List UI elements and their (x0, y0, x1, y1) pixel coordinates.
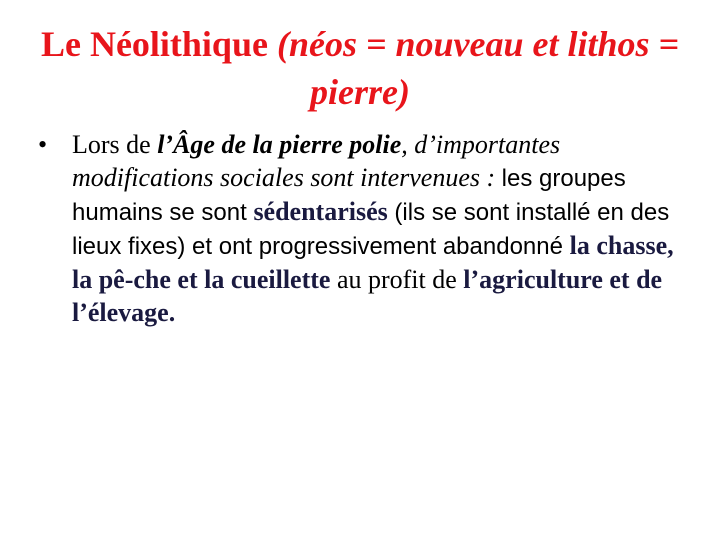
bullet-dot: • (38, 130, 48, 159)
seg-au-profit: au profit de (330, 265, 464, 294)
title-main: Le Néolithique (40, 24, 277, 64)
seg-lors-de: Lors de (72, 130, 158, 159)
title-etymology: (néos = nouveau et lithos = pierre) (276, 24, 680, 112)
slide-title (40, 20, 680, 116)
bullet-item (38, 128, 688, 329)
seg-agriculture-elevage: l’agriculture et de l’élevage. (72, 265, 663, 327)
seg-chasse-peche: la chasse, la pê-che et la cueillette (72, 231, 674, 294)
bullet-text (72, 128, 688, 329)
seg-groupes-humains: les groupes humains se sont (72, 165, 626, 226)
seg-age-pierre-polie: l’Âge de la pierre polie (157, 130, 402, 159)
seg-sedentarises: sédentarisés (253, 197, 388, 226)
seg-lieux-fixes: (ils se sont installé en des lieux fixes) et ont progressivement abandonné (72, 199, 670, 260)
seg-modifications: , d’importantes modifications sociales sont intervenues : (72, 130, 561, 192)
